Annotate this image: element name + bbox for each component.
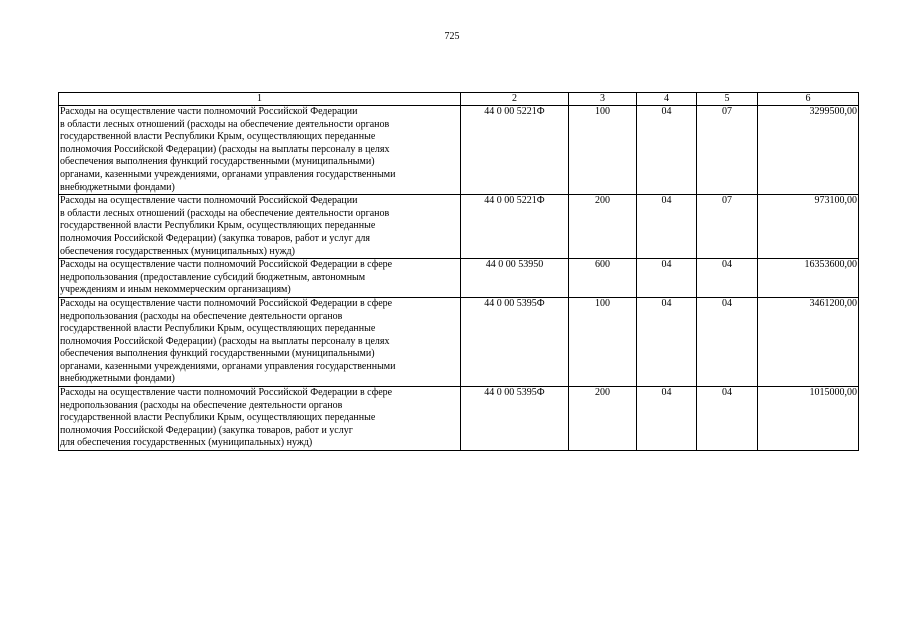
section-code: 04 — [637, 259, 697, 298]
expense-name-line: государственной власти Республики Крым, осуществляющих переданные — [60, 131, 376, 143]
target-article-code: 44 0 00 5395Ф — [461, 297, 569, 386]
expense-name-line: полномочия Российской Федерации) (закупка товаров, работ и услуг — [60, 424, 353, 436]
column-header-5: 5 — [697, 93, 758, 106]
expense-name-line: Расходы на осуществление части полномочий Российской Федерации — [60, 106, 358, 117]
expense-name-line: полномочия Российской Федерации) (закупка товаров, работ и услуг для — [60, 232, 371, 244]
expense-name-line: внебюджетными фондами) — [60, 181, 175, 193]
budget-table — [58, 92, 859, 451]
table-row — [59, 297, 859, 386]
amount-cell: 3461200,00 — [758, 297, 859, 386]
expense-name-line: учреждениям и иным некоммерческим организациям) — [60, 284, 291, 296]
expense-name-line: полномочия Российской Федерации) (расходы на выплаты персоналу в целях — [60, 335, 390, 347]
expense-name-line: Расходы на осуществление части полномочий Российской Федерации в сфере — [60, 297, 393, 309]
column-header-1: 1 — [59, 93, 461, 106]
subsection-code: 07 — [697, 106, 758, 195]
expense-name-line: Расходы на осуществление части полномочий Российской Федерации в сфере — [60, 387, 393, 399]
target-article-code: 44 0 00 5221Ф — [461, 195, 569, 259]
expense-name-cell — [59, 297, 461, 386]
expense-type-code: 100 — [569, 297, 637, 386]
amount-cell: 973100,00 — [758, 195, 859, 259]
expense-name-line: в области лесных отношений (расходы на обеспечение деятельности органов — [60, 207, 390, 219]
expense-type-code: 600 — [569, 259, 637, 298]
expense-name-line: недропользования (предоставление субсидий бюджетным, автономным — [60, 271, 366, 283]
column-header-3: 3 — [569, 93, 637, 106]
table-row — [59, 259, 859, 298]
amount-cell: 3299500,00 — [758, 106, 859, 195]
expense-name-line: Расходы на осуществление части полномочий Российской Федерации в сфере — [60, 259, 393, 271]
expense-name-line: обеспечения выполнения функций государственными (муниципальными) — [60, 156, 375, 168]
section-code: 04 — [637, 387, 697, 451]
section-code: 04 — [637, 195, 697, 259]
subsection-code: 04 — [697, 297, 758, 386]
column-header-6: 6 — [758, 93, 859, 106]
column-header-2: 2 — [461, 93, 569, 106]
subsection-code: 07 — [697, 195, 758, 259]
expense-name-line: в области лесных отношений (расходы на обеспечение деятельности органов — [60, 118, 390, 130]
section-code: 04 — [637, 297, 697, 386]
expense-name-line: государственной власти Республики Крым, осуществляющих переданные — [60, 323, 376, 335]
expense-name-line: недропользования (расходы на обеспечение деятельности органов — [60, 399, 343, 411]
expense-name-line: органами, казенными учреждениями, органами управления государственными — [60, 168, 396, 180]
expense-name-cell — [59, 195, 461, 259]
expense-name-line: органами, казенными учреждениями, органами управления государственными — [60, 360, 396, 372]
expense-name-line: обеспечения выполнения функций государственными (муниципальными) — [60, 348, 375, 360]
target-article-code: 44 0 00 5221Ф — [461, 106, 569, 195]
expense-name-line: внебюджетными фондами) — [60, 373, 175, 385]
expense-name-line: недропользования (расходы на обеспечение деятельности органов — [60, 310, 343, 322]
amount-cell: 16353600,00 — [758, 259, 859, 298]
expense-name-line: обеспечения государственных (муниципальных) нужд) — [60, 245, 295, 257]
expense-type-code: 100 — [569, 106, 637, 195]
section-code: 04 — [637, 106, 697, 195]
table-row — [59, 195, 859, 259]
expense-name-line: государственной власти Республики Крым, осуществляющих переданные — [60, 412, 376, 424]
page-number: 725 — [444, 31, 460, 42]
expense-type-code: 200 — [569, 195, 637, 259]
expense-name-line: полномочия Российской Федерации) (расходы на выплаты персоналу в целях — [60, 143, 390, 155]
expense-name-line: государственной власти Республики Крым, осуществляющих переданные — [60, 220, 376, 232]
column-header-4: 4 — [637, 93, 697, 106]
expense-name-line: для обеспечения государственных (муниципальных) нужд) — [60, 437, 313, 449]
subsection-code: 04 — [697, 387, 758, 451]
header-row — [59, 93, 859, 106]
table-row — [59, 106, 859, 195]
table-row — [59, 387, 859, 451]
expense-name-cell — [59, 106, 461, 195]
target-article-code: 44 0 00 5395Ф — [461, 387, 569, 451]
target-article-code: 44 0 00 53950 — [461, 259, 569, 298]
expense-name-cell — [59, 387, 461, 451]
expense-type-code: 200 — [569, 387, 637, 451]
amount-cell: 1015000,00 — [758, 387, 859, 451]
subsection-code: 04 — [697, 259, 758, 298]
expense-name-line: Расходы на осуществление части полномочий Российской Федерации — [60, 195, 358, 207]
expense-name-cell — [59, 259, 461, 298]
